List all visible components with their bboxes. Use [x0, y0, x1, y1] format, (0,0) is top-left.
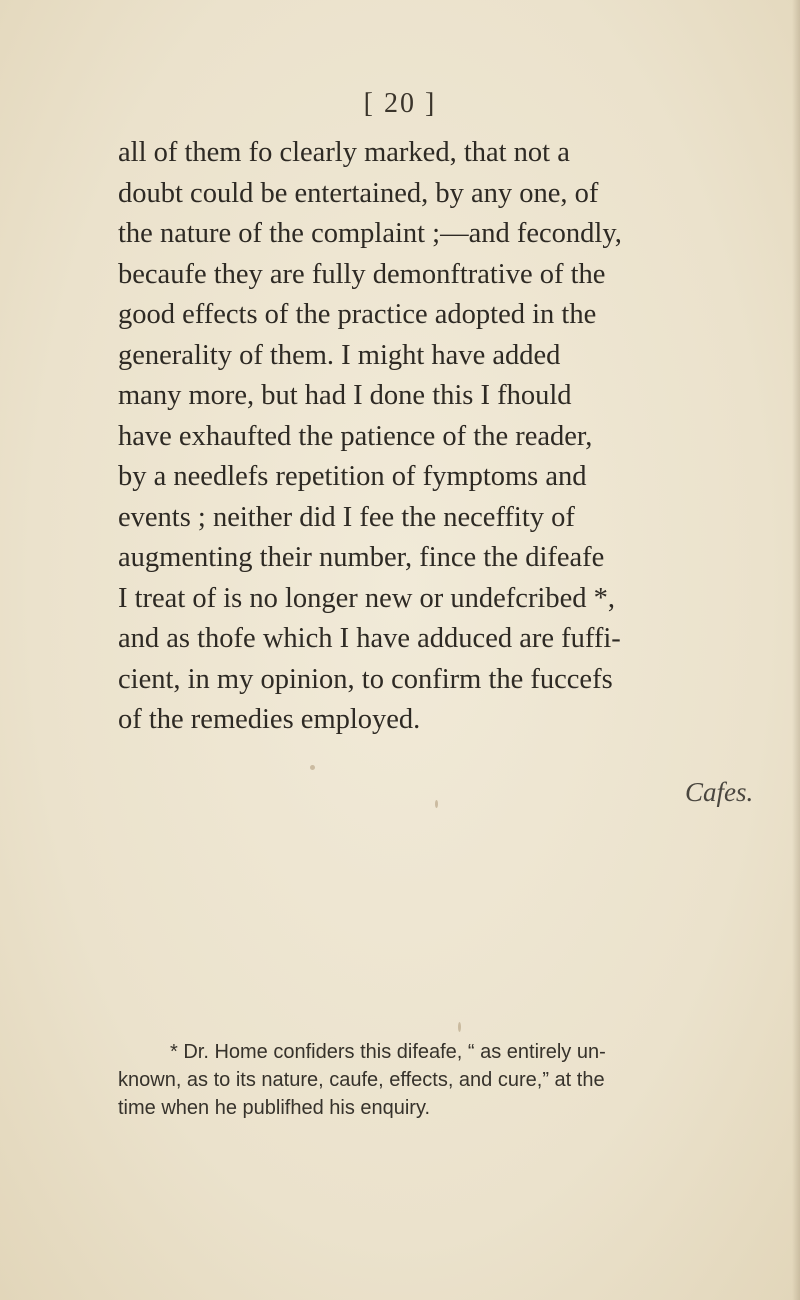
- text-line: have exhaufted the patience of the reader,: [118, 420, 593, 452]
- text-line: augmenting their number, fince the difeafe: [118, 542, 605, 573]
- text-line: doubt could be entertained, by any one, of: [118, 177, 599, 209]
- text-line: the nature of the complaint ;—and fecondly,: [118, 218, 622, 249]
- text-line: good effects of the practice adopted in the: [118, 299, 597, 330]
- text-line: cient, in my opinion, to confirm the fuccefs: [118, 663, 613, 695]
- footnote-line: time when he publifhed his enquiry.: [118, 1097, 431, 1119]
- text-line: events ; neither did I fee the neceffity of: [118, 501, 575, 533]
- paper-speck: [435, 800, 438, 808]
- footnote: [118, 1038, 800, 1122]
- paper-speck: [310, 765, 315, 770]
- footnote-line: known, as to its nature, caufe, effects, and cure,” at the: [118, 1069, 605, 1091]
- text-line: and as thofe which I have adduced are fuffi-: [118, 623, 621, 654]
- text-line: generality of them. I might have added: [118, 339, 561, 371]
- text-line: all of them fo clearly marked, that not a: [118, 137, 570, 168]
- catchword: Cafes.: [685, 777, 754, 807]
- text-line: by a needlefs repetition of fymptoms and: [118, 461, 587, 492]
- page-number-header: [ 20 ]: [363, 88, 437, 119]
- paper-speck: [458, 1022, 461, 1032]
- text-line: many more, but had I done this I fhould: [118, 380, 572, 411]
- text-line: I treat of is no longer new or undefcribed *,: [118, 582, 615, 614]
- footnote-line: * Dr. Home confiders this difeafe, “ as entirely un-: [170, 1041, 606, 1063]
- text-line: becaufe they are fully demonftrative of the: [118, 258, 606, 290]
- body-paragraph: [118, 133, 800, 741]
- text-line: of the remedies employed.: [118, 704, 421, 735]
